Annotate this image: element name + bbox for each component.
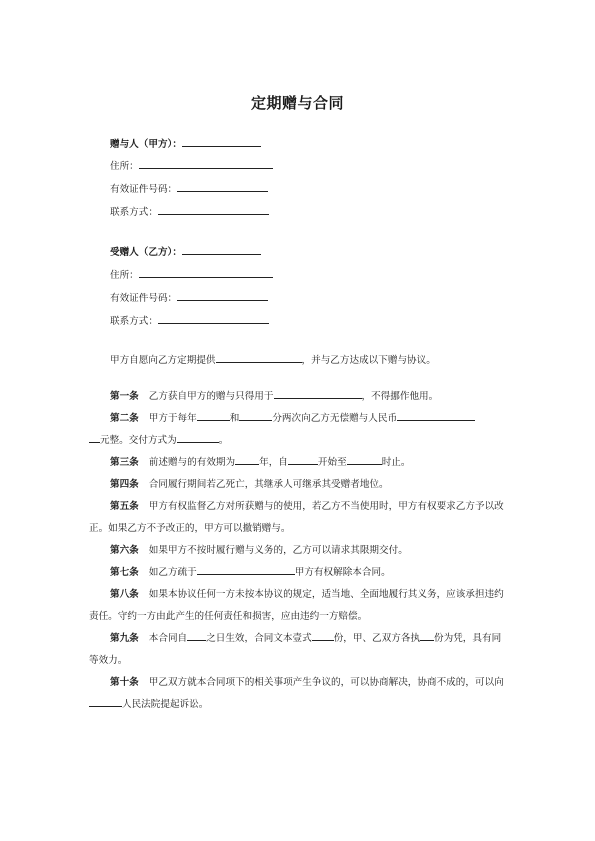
article-2-blank-c	[397, 409, 475, 421]
article-2-blank-e	[177, 431, 219, 443]
donee-heading: 受赠人（乙方）：	[110, 247, 182, 258]
article-4	[89, 474, 507, 496]
donor-contact-line	[110, 203, 269, 220]
donee-heading-line	[110, 243, 261, 260]
article-8-label: 第八条	[110, 589, 139, 600]
intro-text-b: ，并与乙方达成以下赠与协议。	[301, 355, 436, 366]
donee-id-line	[110, 289, 268, 306]
article-9-text-b: 之日生效，合同文本壹式	[206, 633, 312, 644]
donee-name-blank	[182, 243, 261, 255]
article-7-label: 第七条	[110, 567, 139, 578]
donor-address-label: 住所：	[110, 161, 139, 172]
article-6-text: 如果甲方不按时履行赠与义务的，乙方可以请求其限期交付。	[148, 545, 408, 556]
article-4-text: 合同履行期间若乙死亡，其继承人可继承其受赠者地位。	[148, 479, 389, 490]
article-9-blank-b	[312, 629, 334, 641]
article-7	[89, 562, 507, 584]
article-9-label: 第九条	[110, 633, 139, 644]
article-3-blank-a	[235, 453, 259, 465]
article-1-label: 第一条	[110, 391, 139, 402]
article-10	[89, 672, 507, 716]
article-3-label: 第三条	[110, 457, 139, 468]
article-4-label: 第四条	[110, 479, 139, 490]
article-7-text-b: 甲方有权解除本合同。	[294, 567, 391, 578]
article-2-text-a: 甲方于每年	[148, 413, 197, 424]
article-9-text-c: 份，甲、乙双方各执	[333, 633, 421, 644]
donor-heading-line	[110, 135, 261, 152]
donor-address-blank	[139, 157, 273, 169]
article-7-text-a: 如乙方疏于	[148, 567, 197, 578]
donee-address-blank	[139, 266, 273, 278]
article-2-blank-a	[197, 409, 230, 421]
article-9-blank-a	[187, 629, 206, 641]
article-10-text-b: 人民法院提起诉讼。	[122, 699, 209, 710]
donee-contact-label: 联系方式：	[110, 316, 158, 327]
article-3-blank-b	[288, 453, 318, 465]
article-3-text-b: 年，自	[259, 457, 288, 468]
intro-blank	[216, 351, 302, 363]
donor-contact-blank	[158, 203, 269, 215]
donee-id-label: 有效证件号码：	[110, 293, 178, 304]
article-5-label: 第五条	[110, 501, 139, 512]
article-2-label: 第二条	[110, 413, 139, 424]
article-8-text: 如果本协议任何一方未按本协议的规定，适当地、全面地履行其义务，应该承担违约责任。守约一方由此产生的任何责任和损害，应由违约一方赔偿。	[89, 589, 504, 622]
page-title: 定期赠与合同	[250, 94, 344, 112]
donee-address-label: 住所：	[110, 270, 139, 281]
donor-heading: 赠与人（甲方）：	[110, 139, 182, 150]
article-3-text-a: 前述赠与的有效期为	[148, 457, 236, 468]
article-2-blank-d	[89, 431, 100, 443]
donee-contact-line	[110, 312, 269, 329]
article-9-text-a: 本合同自	[148, 633, 188, 644]
article-2	[89, 408, 507, 452]
intro-paragraph	[110, 351, 436, 368]
article-2-text-e: 。	[218, 435, 229, 446]
article-1-text-b: ，不得挪作他用。	[361, 391, 439, 402]
donor-id-blank	[177, 180, 268, 192]
donee-address-line	[110, 266, 273, 283]
article-3	[89, 452, 507, 474]
article-5	[89, 496, 507, 540]
article-6-label: 第六条	[110, 545, 139, 556]
article-9	[89, 628, 507, 672]
article-6	[89, 540, 507, 562]
article-3-blank-c	[347, 453, 382, 465]
article-10-label: 第十条	[110, 677, 139, 688]
article-2-blank-b	[239, 409, 272, 421]
intro-text-a: 甲方自愿向乙方定期提供	[110, 355, 216, 366]
donee-contact-blank	[158, 312, 269, 324]
donor-id-label: 有效证件号码：	[110, 184, 178, 195]
article-3-text-c: 开始至	[317, 457, 347, 468]
article-2-text-d: 元整。交付方式为	[100, 435, 177, 446]
article-10-text-a: 甲乙双方就本合同项下的相关事项产生争议的，可以协商解决，协商不成的，可以向	[148, 677, 504, 688]
article-2-text-b: 和	[229, 413, 240, 424]
donor-address-line	[110, 157, 273, 174]
articles-section	[89, 386, 507, 716]
article-8	[89, 584, 507, 628]
donor-id-line	[110, 180, 268, 197]
article-1	[89, 386, 507, 408]
article-10-blank	[89, 695, 122, 707]
donee-id-blank	[177, 289, 268, 301]
donor-name-blank	[182, 135, 261, 147]
donor-contact-label: 联系方式：	[110, 207, 158, 218]
article-9-text-d: 份为凭，具有同等效力。	[89, 633, 502, 666]
article-1-text-a: 乙方获自甲方的赠与只得用于	[148, 391, 274, 402]
article-5-text: 甲方有权监督乙方对所获赠与的使用，若乙方不当使用时，甲方有权要求乙方予以改正。如果乙方不予改正的，甲方可以撤销赠与。	[89, 501, 504, 534]
article-7-blank	[197, 563, 295, 575]
article-2-text-c: 分两次向乙方无偿赠与人民币	[272, 413, 398, 424]
article-3-text-d: 时止。	[381, 457, 411, 468]
article-9-blank-c	[420, 629, 434, 641]
article-1-blank	[274, 387, 362, 399]
